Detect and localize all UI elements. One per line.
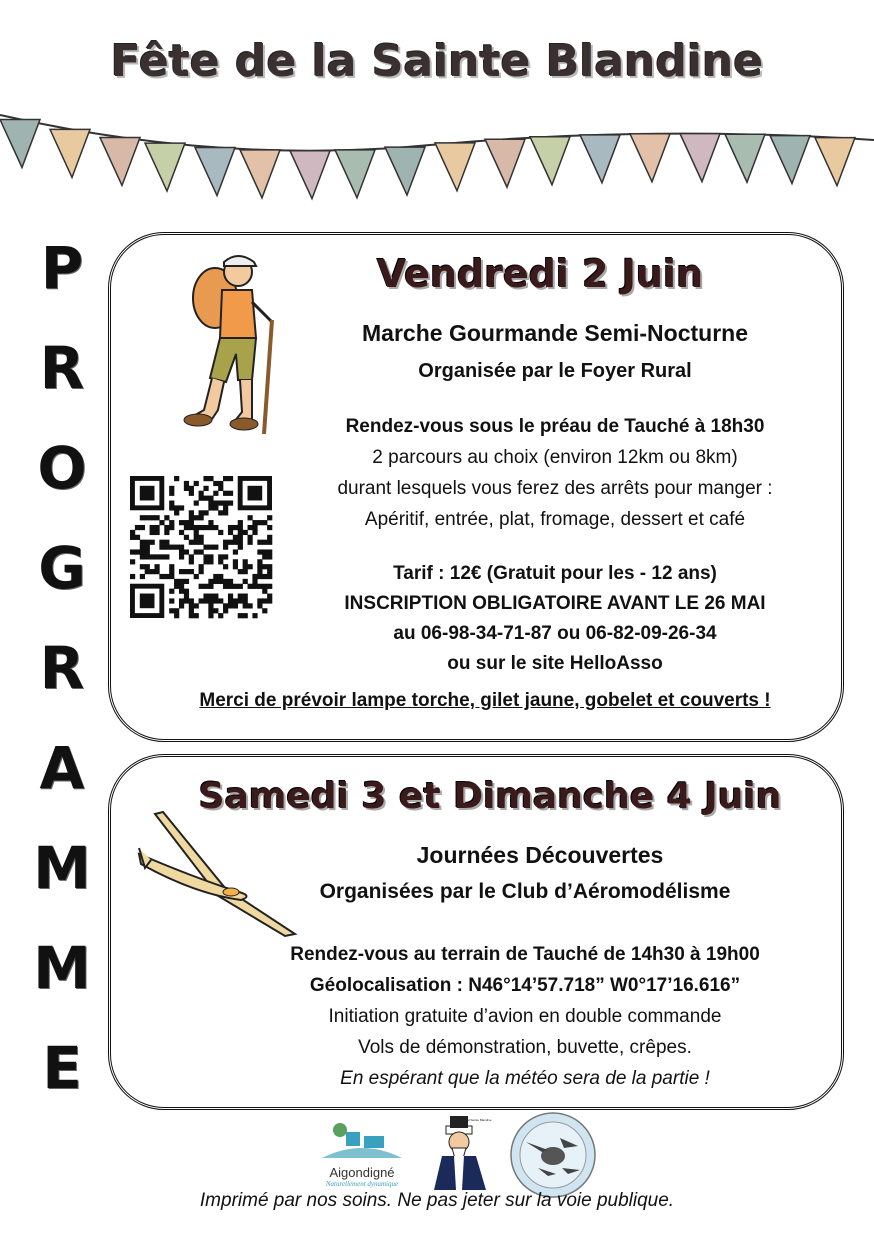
bunting-flag	[530, 137, 570, 185]
bunting-flag	[50, 129, 90, 177]
weekend-line-5: En espérant que la météo sera de la partie !	[340, 1068, 710, 1089]
weekend-line-4: Vols de démonstration, buvette, crêpes.	[358, 1037, 692, 1058]
friday-meeting: Rendez-vous sous le préau de Tauché à 18h30	[345, 416, 765, 437]
aigondigne-tagline: Naturellement dynamique	[325, 1180, 399, 1188]
bunting-flag	[580, 135, 620, 183]
friday-event-name: Marche Gourmande Semi-Nocturne	[362, 320, 748, 346]
programme-letter: O	[37, 434, 87, 502]
weekend-date-heading: Samedi 3 et Dimanche 4 Juin	[198, 776, 782, 817]
weekend-line-3: Initiation gratuite d’avion en double commande	[328, 1006, 722, 1027]
programme-letter: M	[33, 934, 91, 1002]
footer-disclaimer: Imprimé par nos soins. Ne pas jeter sur la voie publique.	[199, 1190, 675, 1211]
bunting-flag	[335, 150, 375, 198]
aigondigne-name: Aigondigné	[329, 1165, 395, 1180]
programme-letter: M	[33, 834, 91, 902]
weekend-organizer: Organisées par le Club d’Aéromodélisme	[319, 880, 731, 903]
bunting-flag	[770, 136, 810, 184]
friday-site: ou sur le site HelloAsso	[447, 653, 663, 674]
programme-letter: E	[42, 1034, 82, 1102]
programme-letter: R	[39, 334, 85, 402]
friday-date-heading: Vendredi 2 Juin	[376, 252, 704, 296]
friday-price: Tarif : 12€ (Gratuit pour les - 12 ans)	[393, 563, 717, 584]
bunting-flag	[680, 134, 720, 182]
foyer-rural-logo	[428, 1116, 492, 1190]
bunting-flag	[630, 134, 670, 182]
bunting-flag	[100, 137, 140, 185]
programme-letter: G	[38, 534, 86, 602]
weekend-event-name: Journées Découvertes	[416, 842, 664, 868]
aeromodelisme-club-logo	[508, 1112, 598, 1198]
bunting-flag	[725, 134, 765, 182]
bunting-decoration	[0, 95, 874, 225]
weekend-geolocation: Géolocalisation : N46°14’57.718” W0°17’16.616”	[309, 975, 741, 996]
programme-vertical-title	[22, 218, 102, 1118]
programme-letter: A	[39, 734, 85, 802]
friday-registration: INSCRIPTION OBLIGATOIRE AVANT LE 26 MAI	[344, 593, 766, 614]
bunting-flag	[0, 119, 40, 167]
bunting-flag	[195, 148, 235, 196]
friday-note: Merci de prévoir lampe torche, gilet jaune, gobelet et couverts !	[199, 690, 771, 711]
qr-code	[130, 476, 272, 618]
bunting-flag	[485, 139, 525, 187]
programme-letter: P	[40, 234, 84, 302]
glider-illustration	[135, 808, 305, 938]
bunting-flag	[290, 151, 330, 199]
page-title: Fête de la Sainte Blandine	[110, 36, 764, 87]
bunting-flag	[435, 143, 475, 191]
aigondigne-logo	[312, 1118, 412, 1188]
weekend-meeting: Rendez-vous au terrain de Tauché de 14h30 à 19h00	[290, 944, 760, 965]
friday-line-3: durant lesquels vous ferez des arrêts pour manger :	[337, 478, 773, 499]
friday-phones: au 06-98-34-71-87 ou 06-82-09-26-34	[393, 623, 717, 644]
friday-line-4: Apéritif, entrée, plat, fromage, dessert et café	[364, 509, 746, 530]
bunting-flag	[815, 138, 855, 186]
bunting-flag	[145, 143, 185, 191]
bunting-flag	[240, 150, 280, 198]
foyer-logo-text: Foyer Rural Sainte Blandine	[454, 1118, 492, 1122]
programme-letter: R	[39, 634, 85, 702]
hiker-illustration	[160, 250, 290, 440]
friday-organizer: Organisée par le Foyer Rural	[418, 360, 692, 382]
friday-line-2: 2 parcours au choix (environ 12km ou 8km)	[372, 447, 738, 468]
bunting-flag	[385, 147, 425, 195]
